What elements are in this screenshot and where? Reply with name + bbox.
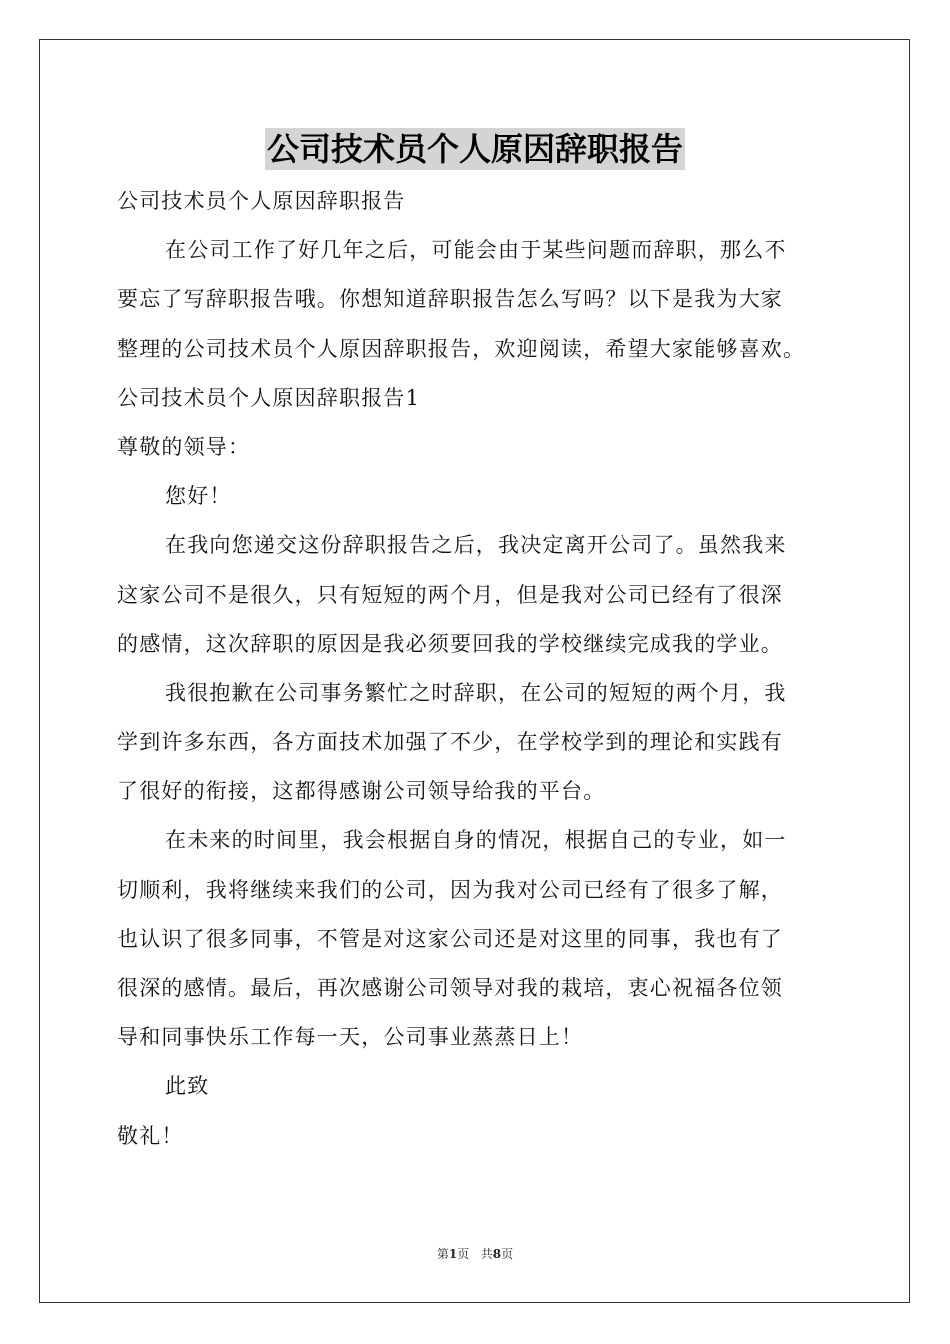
body-line: 学到许多东西，各方面技术加强了不少，在学校学到的理论和实践有 xyxy=(117,730,783,755)
body-line: 要忘了写辞职报告哦。你想知道辞职报告怎么写吗？以下是我为大家 xyxy=(117,287,783,312)
section-heading: 公司技术员个人原因辞职报告1 xyxy=(117,385,421,410)
total-suffix: 页 xyxy=(501,1247,514,1261)
document-title: 公司技术员个人原因辞职报告 xyxy=(266,130,683,168)
body-line: 了很好的衔接，这都得感谢公司领导给我的平台。 xyxy=(117,779,606,804)
greeting: 您好！ xyxy=(165,484,232,509)
body-line: 公司技术员个人原因辞职报告 xyxy=(117,189,406,213)
body-line: 也认识了很多同事，不管是对这家公司还是对这里的同事，我也有了 xyxy=(117,926,783,951)
page-prefix: 第 xyxy=(436,1247,449,1261)
body-line: 切顺利，我将继续来我们的公司，因为我对公司已经有了很多了解， xyxy=(117,877,783,902)
body-line: 我很抱歉在公司事务繁忙之时辞职，在公司的短短的两个月，我 xyxy=(165,680,787,705)
body-line: 在公司工作了好几年之后，可能会由于某些问题而辞职，那么不 xyxy=(165,238,787,263)
body-line: 在未来的时间里，我会根据自身的情况，根据自己的专业，如一 xyxy=(165,828,787,853)
closing-phrase: 此致 xyxy=(165,1074,210,1099)
page-current: 1 xyxy=(448,1247,458,1261)
total-prefix: 共 xyxy=(480,1247,493,1261)
body-line: 在我向您递交这份辞职报告之后，我决定离开公司了。虽然我来 xyxy=(165,533,787,558)
closing-salute: 敬礼！ xyxy=(117,1123,184,1148)
page-total: 8 xyxy=(492,1247,502,1261)
page-footer xyxy=(0,1246,950,1262)
body-line: 很深的感情。最后，再次感谢公司领导对我的栽培，衷心祝福各位领 xyxy=(117,976,783,1000)
body-line: 的感情，这次辞职的原因是我必须要回我的学校继续完成我的学业。 xyxy=(117,631,783,656)
body-line: 导和同事快乐工作每一天，公司事业蒸蒸日上！ xyxy=(117,1025,584,1050)
body-line: 整理的公司技术员个人原因辞职报告，欢迎阅读，希望大家能够喜欢。 xyxy=(117,336,806,361)
document-body xyxy=(117,177,837,1161)
title-container xyxy=(0,128,950,170)
salutation: 尊敬的领导： xyxy=(117,434,251,459)
body-line: 这家公司不是很久，只有短短的两个月，但是我对公司已经有了很深 xyxy=(117,582,783,607)
page-suffix: 页 xyxy=(457,1247,470,1261)
